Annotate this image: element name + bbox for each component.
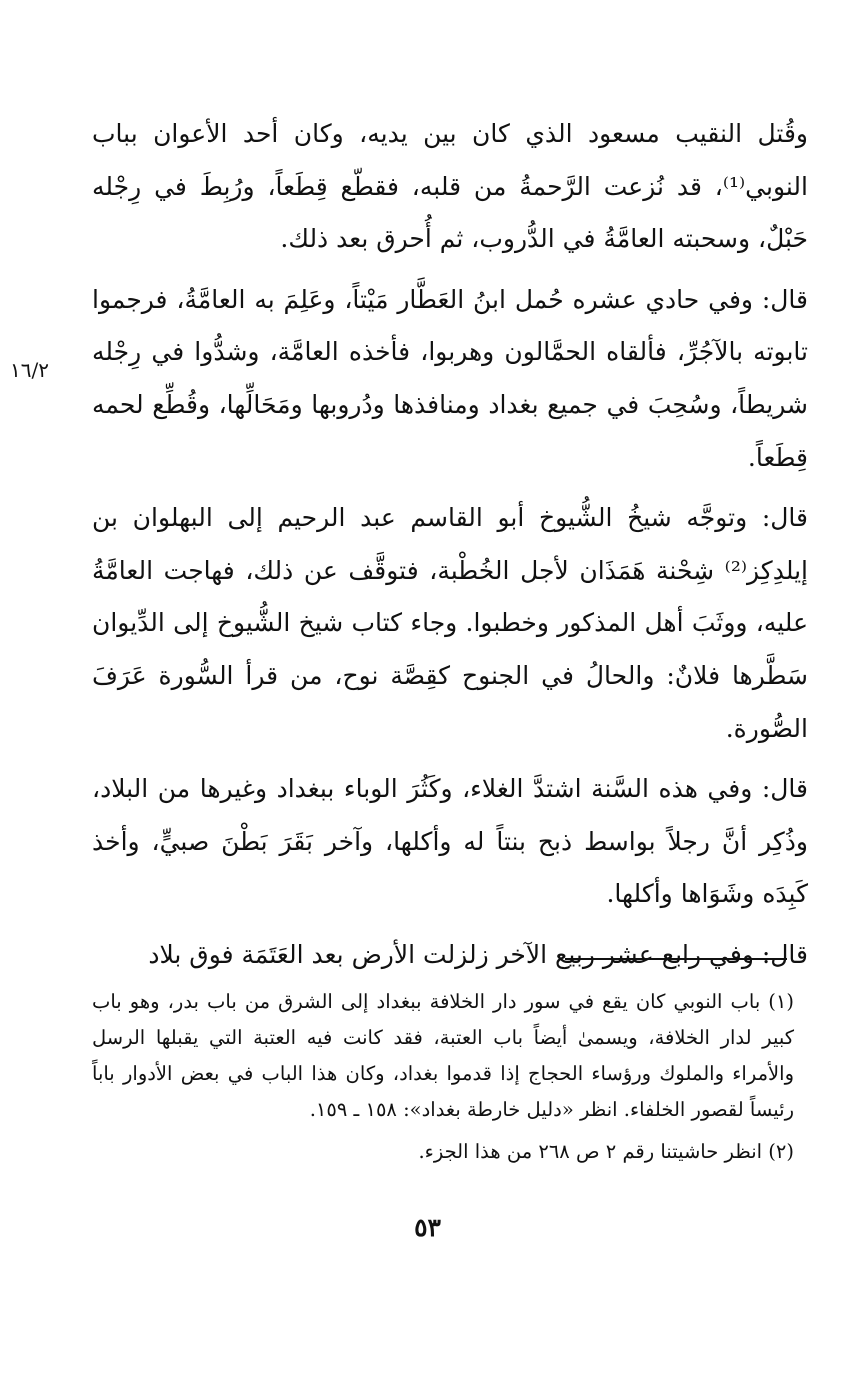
- margin-reference: ١٦/٢: [10, 358, 49, 382]
- footnote-divider: [565, 958, 787, 960]
- main-text: [92, 108, 808, 982]
- footnotes: [92, 984, 794, 1170]
- paragraph: قال: وتوجَّه شيخُ الشُّيوخ أبو القاسم عبد الرحيم إلى البهلوان بن إيلدِكِز⁽²⁾ شِحْنة هَمَذَان لأجل الخُطْبة، فتوقَّف عن ذلك، فهاجت العامَّةُ عليه، ووثَبَ أهل المذكور وخطبوا. وجاء كتاب شيخ الشُّيوخ إلى الدِّيوان سَطَّرها فلانٌ: والحالُ في الجنوح كقِصَّة نوح، من قرأ السُّورة عَرَفَ الصُّورة.: [92, 503, 808, 743]
- paragraph: قال: وفي رابع عشر ربيع الآخر زلزلت الأرض بعد العَتَمَة فوق بلاد: [148, 939, 808, 969]
- footnote-1: (١) باب النوبي كان يقع في سور دار الخلافة ببغداد إلى الشرق من باب بدر، وهو باب كبير لدار الخلافة، ويسمىٰ أيضاً باب العتبة، فقد كانت فيه العتبة التي يقبلها الرسل والأمراء والملوك ورؤساء الحجاج إذا قدموا بغداد، وكان هذا الباب في بعض الأدوار باباً رئيساً لقصور الخلفاء. انظر «دليل خارطة بغداد»: ١٥٨ ـ ١٥٩.: [92, 990, 794, 1121]
- footnote-2: (٢) انظر حاشيتنا رقم ٢ ص ٢٦٨ من هذا الجزء.: [418, 1140, 794, 1163]
- paragraph: قال: وفي حادي عشره حُمل ابنُ العَطَّار مَيْتاً، وعَلِمَ به العامَّةُ، فرجموا تابوته بالآجُرِّ، فألقاه الحمَّالون وهربوا، فأخذه العامَّة، وشدُّوا في رِجْله شريطاً، وسُحِبَ في جميع بغداد ومنافذها ودُروبها ومَحَالِّها، وقُطِّع لحمه قِطَعاً.: [92, 284, 808, 472]
- paragraph: وقُتل النقيب مسعود الذي كان بين يديه، وكان أحد الأعوان بباب النوبي⁽¹⁾، قد نُزعت الرَّحمةُ من قلبه، فقطّع قِطَعاً، ورُبِطَ في رِجْله حَبْلٌ، وسحبته العامَّةُ في الدُّروب، ثم أُحرق بعد ذلك.: [92, 119, 808, 254]
- paragraph: قال: وفي هذه السَّنة اشتدَّ الغلاء، وكَثُرَ الوباء ببغداد وغيرها من البلاد، وذُكِر أنَّ رجلاً بواسط ذبح بنتاً له وأكلها، وآخر بَقَرَ بَطْنَ صبيٍّ، وأخذ كَبِدَه وشَوَاها وأكلها.: [92, 774, 808, 909]
- page-number: ٥٣: [414, 1213, 441, 1242]
